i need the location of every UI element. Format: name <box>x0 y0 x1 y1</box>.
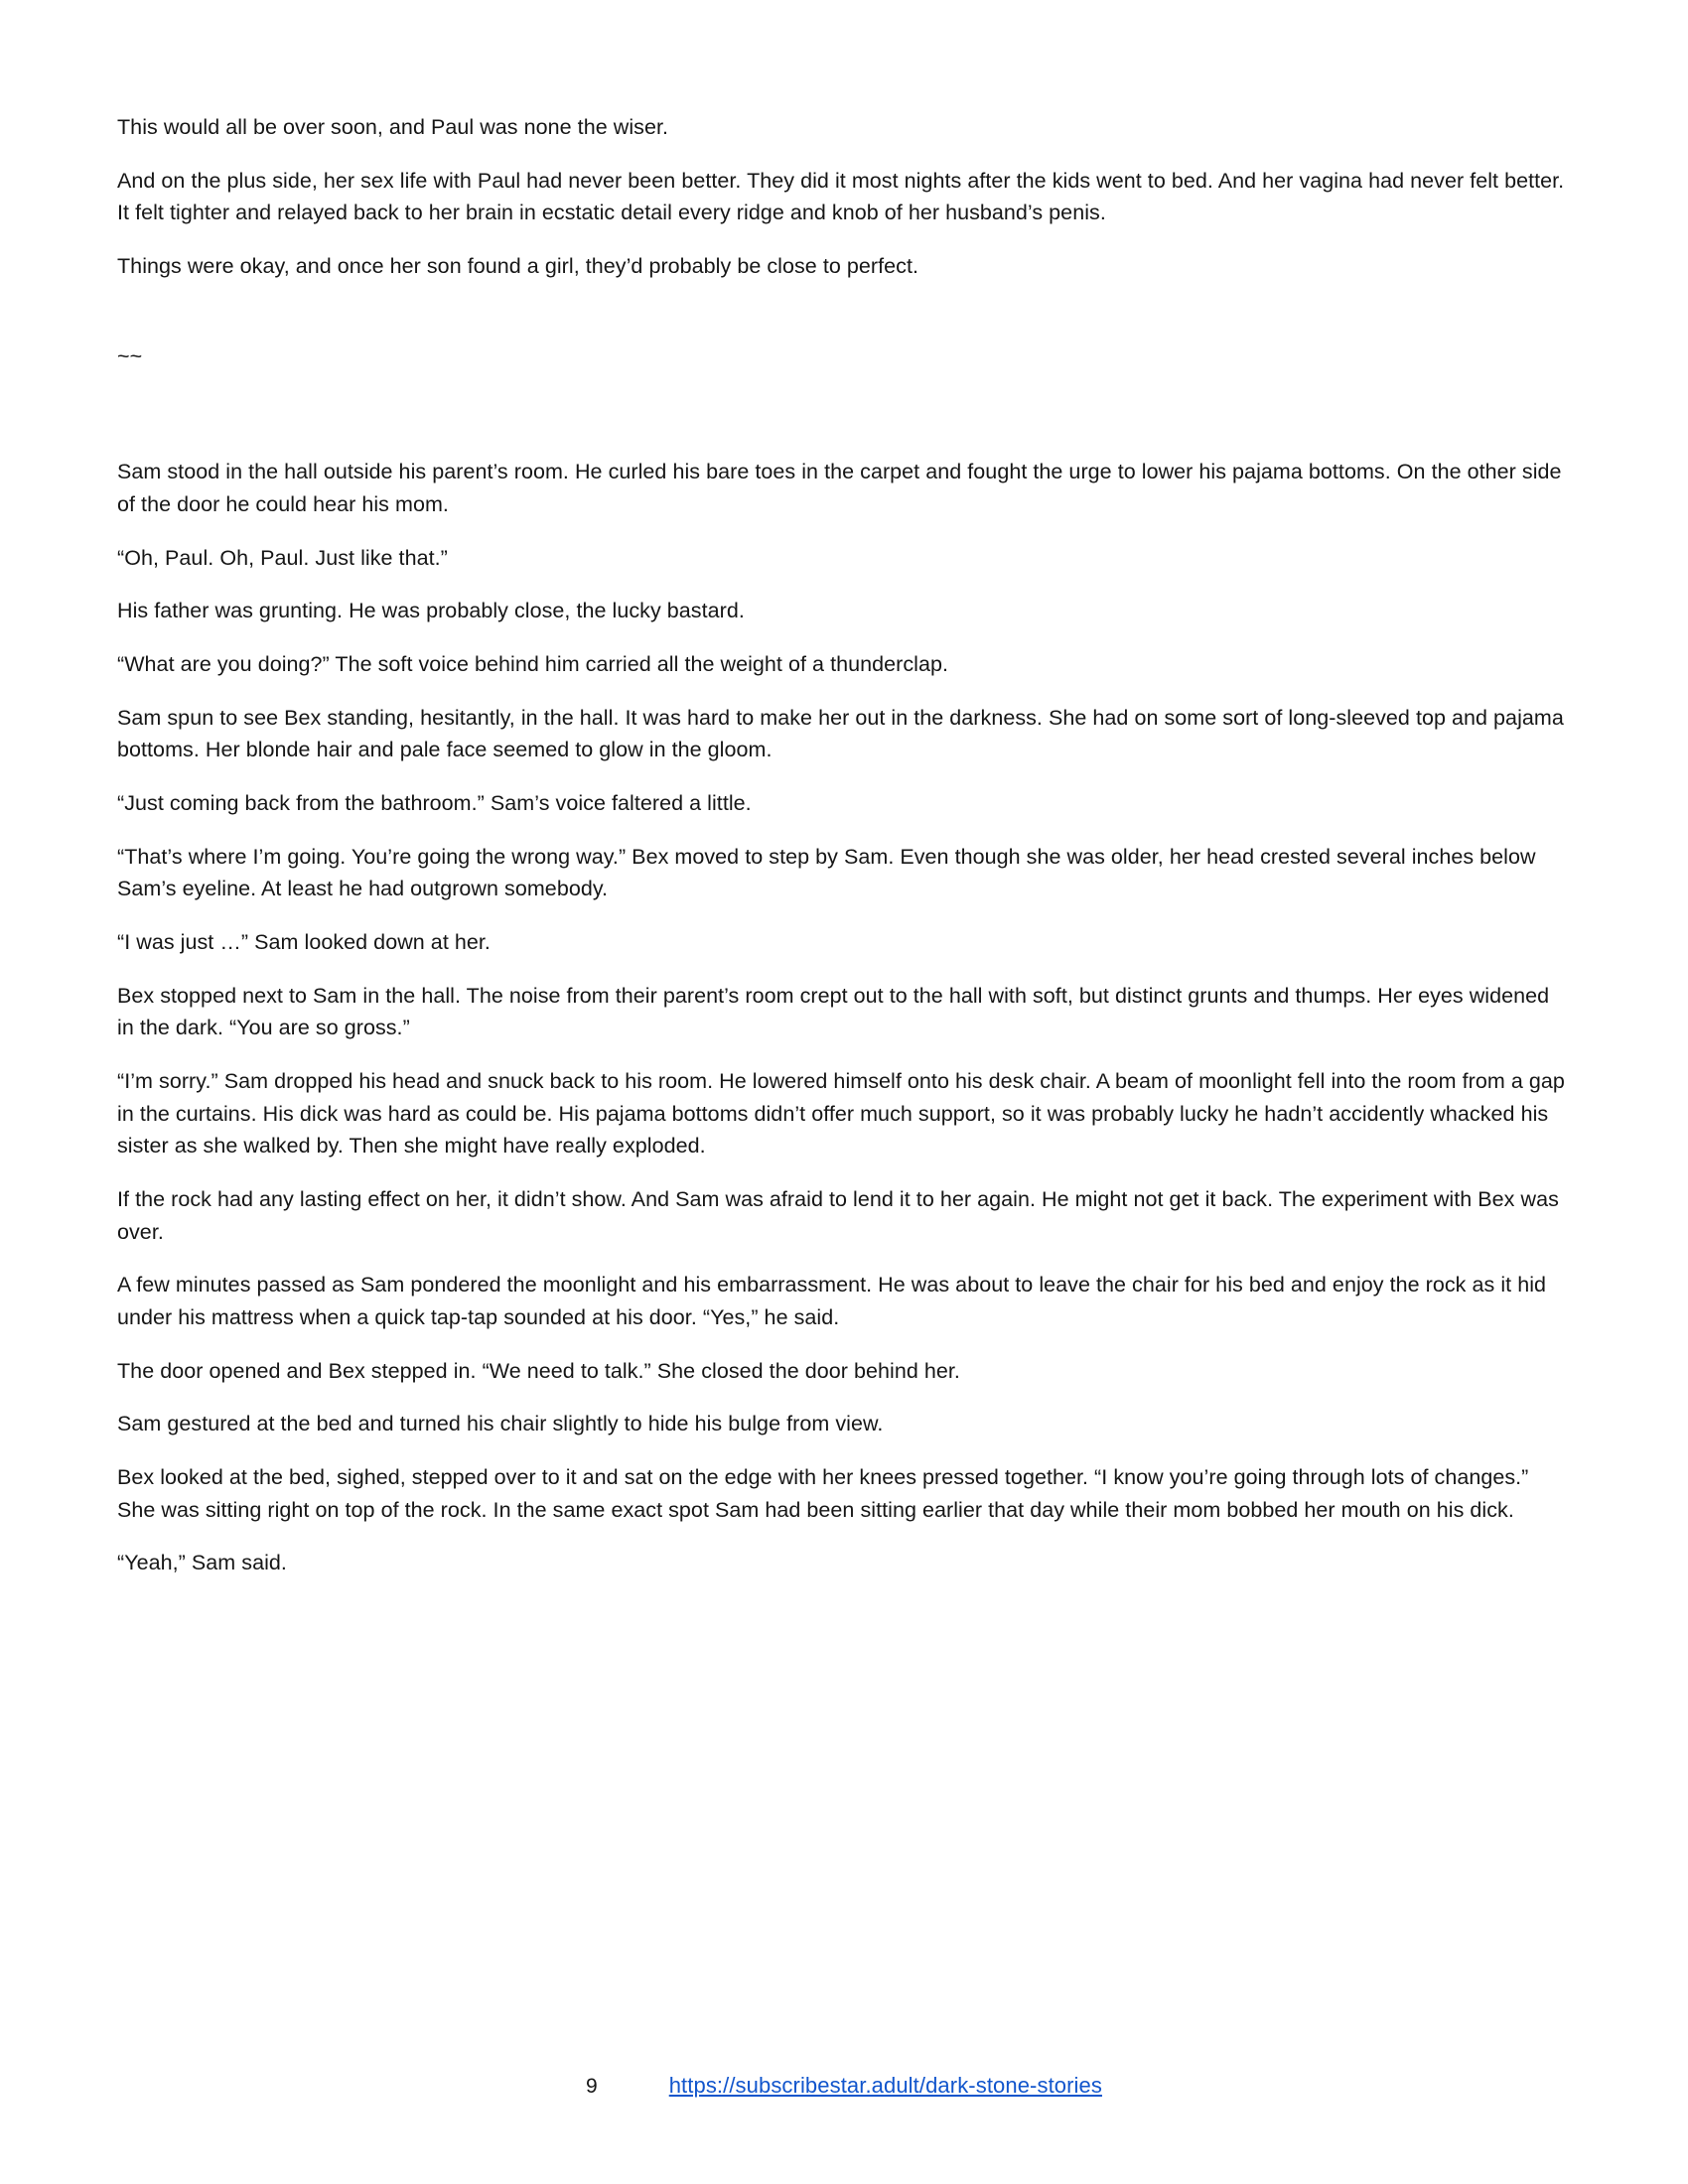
subscribestar-link[interactable]: https://subscribestar.adult/dark-stone-stories <box>668 2073 1102 2098</box>
page-footer <box>0 2073 1688 2099</box>
paragraph: Things were okay, and once her son found a girl, they’d probably be close to perfect. <box>117 254 918 279</box>
paragraph: The door opened and Bex stepped in. “We need to talk.” She closed the door behind her. <box>117 1358 960 1383</box>
page-number: 9 <box>586 2075 598 2098</box>
paragraph: Sam gestured at the bed and turned his chair slightly to hide his bulge from view. <box>117 1412 884 1436</box>
paragraph: Sam stood in the hall outside his parent’s room. He curled his bare toes in the carpet and fought the urge to lower his pajama bottoms. On the other side of the door he could hear his mom. <box>117 460 1562 517</box>
paragraph: This would all be over soon, and Paul was none the wiser. <box>117 115 669 139</box>
paragraph: A few minutes passed as Sam pondered the moonlight and his embarrassment. He was about to leave the chair for his bed and enjoy the rock as it hid under his mattress when a quick tap-tap sounded at his door. “Yes,” he said. <box>117 1273 1547 1330</box>
paragraph: Sam spun to see Bex standing, hesitantly, in the hall. It was hard to make her out in the darkness. She had on some sort of long-sleeved top and pajama bottoms. Her blonde hair and pale face seemed to glow in the gloom. <box>117 705 1564 762</box>
paragraph: If the rock had any lasting effect on her, it didn’t show. And Sam was afraid to lend it to her again. He might not get it back. The experiment with Bex was over. <box>117 1187 1559 1244</box>
paragraph: “Oh, Paul. Oh, Paul. Just like that.” <box>117 545 448 570</box>
paragraph: “Just coming back from the bathroom.” Sam’s voice faltered a little. <box>117 791 752 816</box>
paragraph: “I’m sorry.” Sam dropped his head and snuck back to his room. He lowered himself onto his desk chair. A beam of moonlight fell into the room from a gap in the curtains. His dick was hard as could be. His pajama bottoms didn’t offer much support, so it was probably lucky he hadn’t accidently whacked his sister as she walked by. Then she might have really exploded. <box>117 1069 1565 1159</box>
paragraph: His father was grunting. He was probably close, the lucky bastard. <box>117 599 745 623</box>
paragraph: “I was just …” Sam looked down at her. <box>117 930 491 955</box>
paragraph: “That’s where I’m going. You’re going the wrong way.” Bex moved to step by Sam. Even though she was older, her head crested several inches below Sam’s eyeline. At least he had outgrown somebody. <box>117 844 1536 901</box>
paragraph: Bex looked at the bed, sighed, stepped over to it and sat on the edge with her knees pressed together. “I know you’re going through lots of changes.” She was sitting right on top of the rock. In the same exact spot Sam had been sitting earlier that day while their mom bobbed her mouth on his dick. <box>117 1465 1529 1522</box>
paragraph: “Yeah,” Sam said. <box>117 1551 287 1575</box>
document-body <box>117 111 1571 1579</box>
section-break: ~~ <box>117 343 143 368</box>
paragraph: Bex stopped next to Sam in the hall. The noise from their parent’s room crept out to the hall with soft, but distinct grunts and thumps. Her eyes widened in the dark. “You are so gross.” <box>117 983 1550 1040</box>
paragraph: And on the plus side, her sex life with Paul had never been better. They did it most nights after the kids went to bed. And her vagina had never felt better. It felt tighter and relayed back to her brain in ecstatic detail every ridge and knob of her husband’s penis. <box>117 168 1565 225</box>
paragraph: “What are you doing?” The soft voice behind him carried all the weight of a thunderclap. <box>117 652 948 677</box>
